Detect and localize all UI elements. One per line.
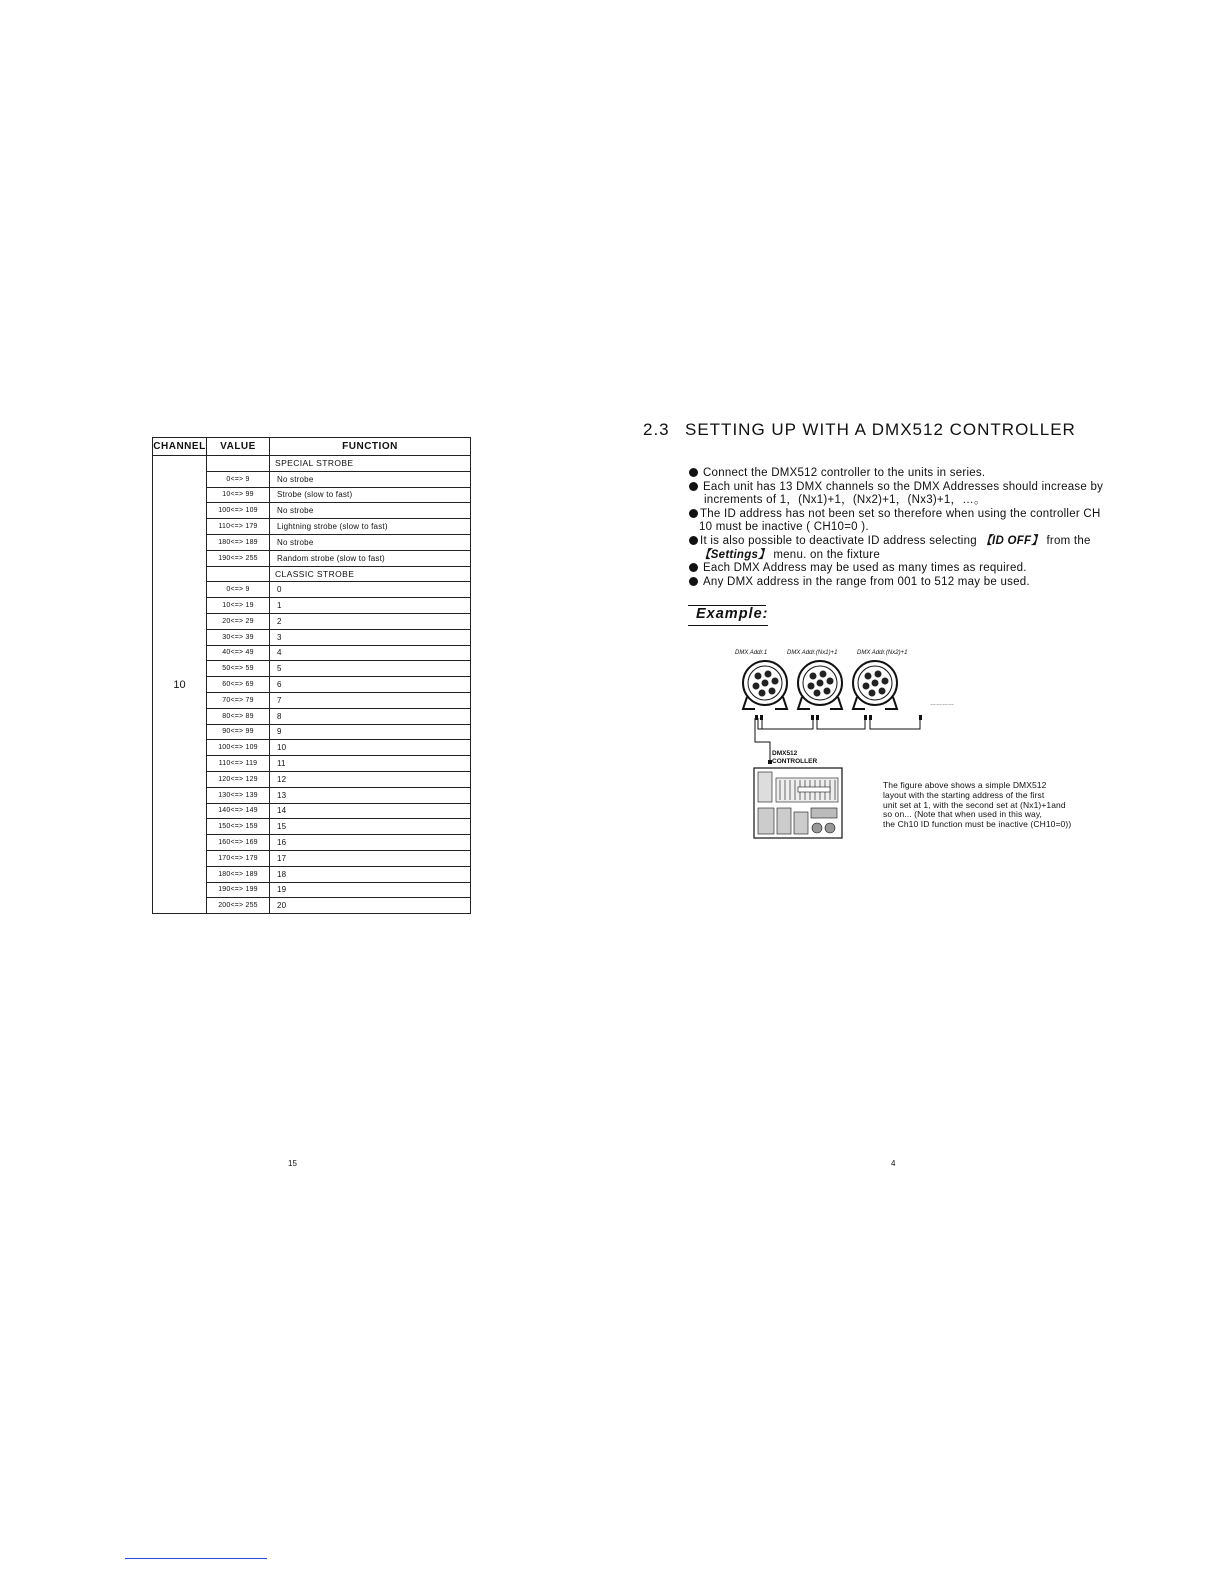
section-title: SETTING UP WITH A DMX512 CONTROLLER: [685, 420, 1076, 439]
addr-label-2: DMX Addr.(Nx1)+1: [787, 650, 838, 656]
bullet-text: menu. on the fixture: [769, 548, 880, 561]
value-cell: 40<=> 49: [207, 645, 270, 661]
value-cell: 110<=> 179: [207, 519, 270, 535]
par-fixture-icon: [798, 661, 842, 709]
list-item: [689, 576, 1139, 590]
function-cell: No strobe: [270, 503, 471, 519]
par-fixture-icon: [853, 661, 897, 709]
bullet-icon: [689, 563, 698, 572]
controller-label-2: CONTROLLER: [772, 758, 818, 765]
function-cell: 7: [270, 692, 471, 708]
list-item-continuation: [689, 521, 1139, 535]
value-cell: 80<=> 89: [207, 708, 270, 724]
bullet-icon: [689, 482, 698, 491]
function-cell: 18: [270, 866, 471, 882]
function-cell: No strobe: [270, 534, 471, 550]
value-cell: 0<=> 9: [207, 582, 270, 598]
function-cell: 13: [270, 787, 471, 803]
bullet-icon: [689, 509, 698, 518]
settings-label: 【Settings】: [699, 548, 770, 561]
function-cell: 14: [270, 803, 471, 819]
list-item: [689, 508, 1139, 522]
example-rule-bottom: [688, 625, 768, 626]
function-cell: 17: [270, 850, 471, 866]
function-cell: 8: [270, 708, 471, 724]
section-number: 2.3: [643, 420, 670, 439]
function-cell: 15: [270, 819, 471, 835]
example-label: Example:: [696, 606, 769, 622]
bullet-text: from the: [1043, 534, 1091, 547]
function-cell: 4: [270, 645, 471, 661]
value-cell: 200<=> 255: [207, 898, 270, 914]
caption-line: so on... (Note that when used in this way,: [883, 809, 1043, 820]
function-cell: 11: [270, 756, 471, 772]
value-cell: 30<=> 39: [207, 629, 270, 645]
value-cell: 190<=> 199: [207, 882, 270, 898]
value-cell: 110<=> 119: [207, 756, 270, 772]
list-item: [689, 562, 1139, 576]
list-item-continuation: [689, 549, 1139, 563]
caption-line: layout with the starting address of the first: [883, 789, 1045, 800]
table-header-row: [153, 438, 471, 456]
value-cell: 180<=> 189: [207, 866, 270, 882]
header-function: FUNCTION: [270, 438, 471, 456]
bullet-icon: [689, 468, 698, 477]
value-cell: 190<=> 255: [207, 550, 270, 566]
more-units-ellipsis: …………: [930, 701, 954, 707]
addr-label-3: DMX Addr.(Nx2)+1: [857, 650, 908, 656]
value-cell: 120<=> 129: [207, 771, 270, 787]
function-cell: Lightning strobe (slow to fast): [270, 519, 471, 535]
channel-function-table: [152, 437, 471, 914]
value-cell: 70<=> 79: [207, 692, 270, 708]
value-cell: [207, 566, 270, 582]
value-cell: 10<=> 19: [207, 598, 270, 614]
bullet-text: increments of 1，(Nx1)+1，(Nx2)+1，(Nx3)+1，…。: [704, 494, 986, 507]
value-cell: 100<=> 109: [207, 740, 270, 756]
value-cell: 180<=> 189: [207, 534, 270, 550]
footer-rule: [125, 1558, 267, 1559]
value-cell: 10<=> 99: [207, 487, 270, 503]
function-cell: 2: [270, 613, 471, 629]
bullet-text: Each unit has 13 DMX channels so the DMX Addresses should increase by: [703, 480, 1104, 493]
bullet-icon: [689, 536, 698, 545]
function-cell: 1: [270, 598, 471, 614]
function-cell: 19: [270, 882, 471, 898]
value-cell: 50<=> 59: [207, 661, 270, 677]
diagram-caption: [883, 781, 1071, 830]
function-cell: No strobe: [270, 471, 471, 487]
caption-line: unit set at 1, with the second set at (Nx1)+1and: [883, 799, 1066, 810]
right-page-number: 4: [891, 1159, 896, 1168]
dmx512-controller-icon: [754, 768, 842, 838]
bullet-text: Any DMX address in the range from 001 to 512 may be used.: [703, 575, 1030, 588]
value-cell: 130<=> 139: [207, 787, 270, 803]
list-item-continuation: [689, 494, 1139, 508]
function-cell: 12: [270, 771, 471, 787]
function-cell: 10: [270, 740, 471, 756]
list-item: [689, 467, 1139, 481]
value-cell: 150<=> 159: [207, 819, 270, 835]
function-cell: Strobe (slow to fast): [270, 487, 471, 503]
function-cell: Random strobe (slow to fast): [270, 550, 471, 566]
value-cell: 90<=> 99: [207, 724, 270, 740]
section-heading-cell: CLASSIC STROBE: [270, 566, 471, 582]
left-page-number: 15: [288, 1159, 297, 1168]
value-cell: 160<=> 169: [207, 835, 270, 851]
table-section-row: [153, 456, 471, 472]
function-cell: 20: [270, 898, 471, 914]
par-fixture-icon: [743, 661, 787, 709]
bullet-text: 10 must be inactive ( CH10=0 ).: [699, 521, 869, 534]
list-item: [689, 535, 1139, 549]
value-cell: 60<=> 69: [207, 677, 270, 693]
section-heading: [643, 420, 1076, 440]
value-cell: 0<=> 9: [207, 471, 270, 487]
table-body: [153, 456, 471, 914]
controller-label-1: DMX512: [772, 750, 798, 757]
value-cell: 140<=> 149: [207, 803, 270, 819]
function-cell: 9: [270, 724, 471, 740]
section-heading-cell: SPECIAL STROBE: [270, 456, 471, 472]
function-cell: 3: [270, 629, 471, 645]
id-off-label: 【ID OFF】: [980, 534, 1044, 547]
value-cell: 100<=> 109: [207, 503, 270, 519]
function-cell: 16: [270, 835, 471, 851]
bullet-icon: [689, 577, 698, 586]
list-item: [689, 481, 1139, 495]
value-cell: [207, 456, 270, 472]
caption-line: the Ch10 ID function must be inactive (CH10=0)): [883, 819, 1072, 830]
function-cell: 6: [270, 677, 471, 693]
bullet-text: The ID address has not been set so therefore when using the controller CH: [700, 507, 1101, 520]
value-cell: 20<=> 29: [207, 613, 270, 629]
bullet-text: Connect the DMX512 controller to the units in series.: [703, 467, 986, 479]
bullet-text: It is also possible to deactivate ID address selecting: [700, 534, 981, 547]
header-value: VALUE: [207, 438, 270, 456]
function-cell: 5: [270, 661, 471, 677]
addr-label-1: DMX Addr.1: [735, 650, 768, 656]
value-cell: 170<=> 179: [207, 850, 270, 866]
header-channel: CHANNEL: [153, 438, 207, 456]
instruction-list: [689, 467, 1139, 589]
channel-cell: 10: [153, 456, 207, 914]
function-cell: 0: [270, 582, 471, 598]
bullet-text: Each DMX Address may be used as many times as required.: [703, 562, 1027, 575]
caption-line: The figure above shows a simple DMX512: [883, 780, 1047, 790]
